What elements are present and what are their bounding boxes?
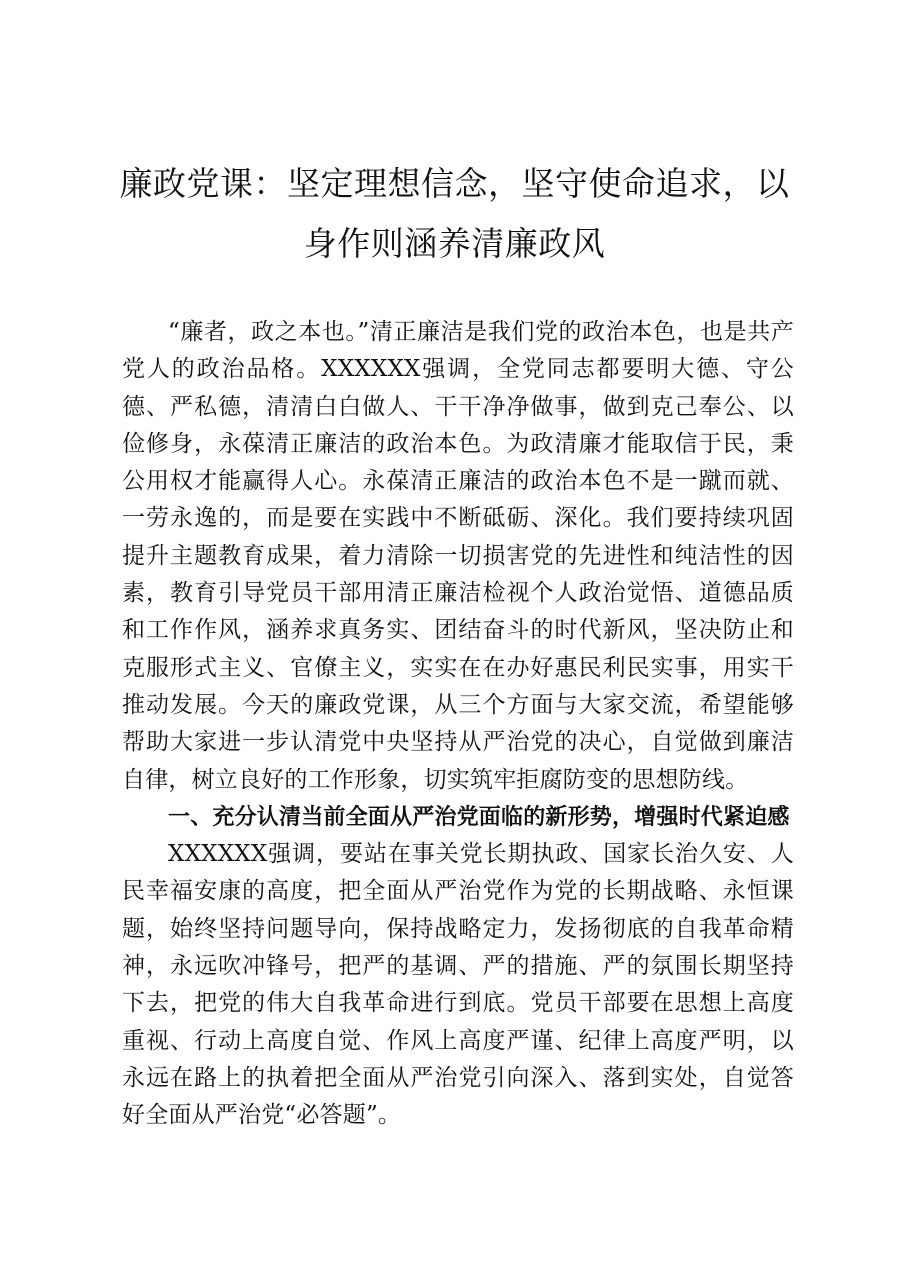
document-title	[0, 154, 909, 274]
title-line-1: 廉政党课：坚定理想信念，坚守使命追求，以	[119, 164, 790, 203]
document-body	[122, 314, 794, 1135]
section-heading-1: 一、充分认清当前全面从严治党面临的新形势，增强时代紧迫感	[168, 804, 790, 830]
section-1-paragraph: XXXXXX强调，要站在事关党长期执政、国家长治久安、人民幸福安康的高度，把全面从严治党作为党的长期战略、永恒课题，始终坚持问题导向，保持战略定力，发扬彻底的自我革命精神，永远吹冲锋号，把严的基调、严的措施、严的氛围长期坚持下去，把党的伟大自我革命进行到底。党员干部要在思想上高度重视、行动上高度自觉、作风上高度严谨、纪律上高度严明，以永远在路上的执着把全面从严治党引向深入、落到实处，自觉答好全面从严治党“必答题”。	[122, 841, 794, 1129]
title-line-2: 身作则涵养清廉政风	[303, 224, 606, 263]
intro-paragraph: “廉者，政之本也。”清正廉洁是我们党的政治本色，也是共产党人的政治品格。XXXXXX强调，全党同志都要明大德、守公德、严私德，清清白白做人、干干净净做事，做到克己奉公、以俭修身，永葆清正廉洁的政治本色。为政清廉才能取信于民，秉公用权才能赢得人心。永葆清正廉洁的政治本色不是一蹴而就、一劳永逸的，而是要在实践中不断砥砺、深化。我们要持续巩固提升主题教育成果，着力清除一切损害党的先进性和纯洁性的因素，教育引导党员干部用清正廉洁检视个人政治觉悟、道德品质和工作作风，涵养求真务实、团结奋斗的时代新风，坚决防止和克服形式主义、官僚主义，实实在在办好惠民利民实事，用实干推动发展。今天的廉政党课，从三个方面与大家交流，希望能够帮助大家进一步认清党中央坚持从严治党的决心，自觉做到廉洁自律，树立良好的工作形象，切实筑牢拒腐防变的思想防线。	[122, 319, 794, 793]
